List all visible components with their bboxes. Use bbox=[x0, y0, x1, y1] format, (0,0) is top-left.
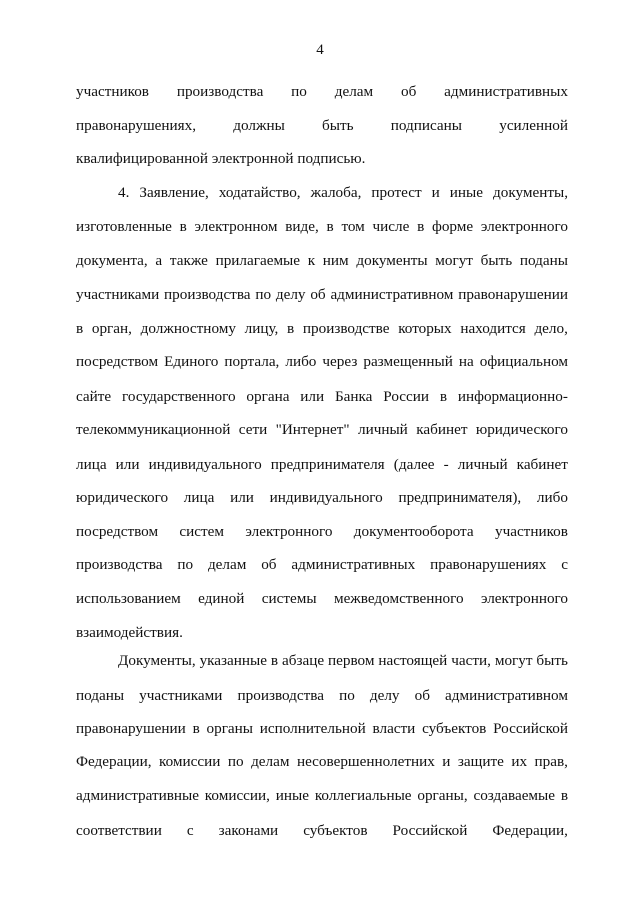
word: в bbox=[560, 787, 568, 804]
text-line bbox=[76, 753, 568, 771]
word: через bbox=[322, 353, 358, 370]
word: прилагаемые bbox=[215, 252, 300, 269]
word: органы, bbox=[417, 787, 468, 804]
word: по bbox=[177, 556, 194, 573]
word: юридического bbox=[475, 421, 568, 438]
word: субъектов bbox=[303, 822, 368, 839]
word: Заявление, bbox=[139, 184, 209, 201]
word: жалоба, bbox=[310, 184, 362, 201]
word: соответствии bbox=[76, 822, 162, 839]
text-line bbox=[76, 218, 568, 236]
word: могут bbox=[494, 652, 533, 669]
text-line bbox=[76, 388, 568, 406]
word: Федерации, bbox=[76, 753, 152, 770]
word: прав, bbox=[534, 753, 568, 770]
word: посредством bbox=[76, 523, 159, 540]
word: числе bbox=[372, 218, 410, 235]
word: в bbox=[287, 320, 295, 337]
word: по bbox=[227, 753, 244, 770]
word: ходатайство, bbox=[218, 184, 301, 201]
word: административные bbox=[76, 787, 199, 804]
word: (далее bbox=[393, 456, 435, 473]
text-line bbox=[76, 353, 568, 371]
word: портала, bbox=[224, 353, 280, 370]
text-line bbox=[76, 787, 568, 805]
word: абзаце bbox=[282, 652, 325, 669]
word: делам bbox=[334, 83, 374, 100]
word: электронного bbox=[480, 590, 568, 607]
word: информационно- bbox=[457, 388, 568, 405]
word: производстве bbox=[302, 320, 390, 337]
word: настоящей bbox=[378, 652, 448, 669]
word: на bbox=[458, 353, 474, 370]
word: защите bbox=[457, 753, 504, 770]
text-line bbox=[118, 652, 568, 670]
word: правонарушении bbox=[458, 286, 568, 303]
word: - bbox=[443, 456, 449, 473]
word: в bbox=[192, 720, 200, 737]
word: комиссии, bbox=[204, 787, 270, 804]
word: или bbox=[230, 489, 254, 506]
word: предпринимателя), bbox=[398, 489, 522, 506]
word: делам bbox=[251, 753, 290, 770]
word: участниками bbox=[139, 687, 223, 704]
word: в bbox=[76, 320, 84, 337]
text-line bbox=[76, 320, 568, 338]
word: производства bbox=[176, 83, 264, 100]
word: по bbox=[339, 687, 355, 704]
word: административном bbox=[445, 687, 568, 704]
word: также bbox=[169, 252, 208, 269]
word: власти bbox=[372, 720, 416, 737]
word: в bbox=[179, 218, 187, 235]
text-line bbox=[76, 687, 568, 705]
word: в bbox=[326, 218, 334, 235]
text-line bbox=[76, 286, 568, 304]
word: об bbox=[414, 687, 430, 704]
word: размещенный bbox=[363, 353, 453, 370]
word: единой bbox=[198, 590, 245, 607]
word: юридического bbox=[76, 489, 169, 506]
word: посредством bbox=[76, 353, 159, 370]
word: быть bbox=[322, 117, 354, 134]
word: должностному bbox=[140, 320, 236, 337]
text-line bbox=[76, 590, 568, 608]
word: или bbox=[300, 388, 325, 405]
word: России bbox=[383, 388, 430, 405]
text-line bbox=[76, 822, 568, 840]
text-line bbox=[76, 117, 568, 135]
word: лица bbox=[183, 489, 215, 506]
word: должны bbox=[233, 117, 285, 134]
word: делу bbox=[369, 687, 400, 704]
word: Федерации, bbox=[492, 822, 568, 839]
word: либо bbox=[285, 353, 317, 370]
word: а bbox=[155, 252, 163, 269]
word: индивидуального bbox=[269, 489, 383, 506]
word: кабинет bbox=[416, 421, 468, 438]
word: создаваемые bbox=[473, 787, 555, 804]
word: их bbox=[511, 753, 528, 770]
text-line bbox=[76, 252, 568, 270]
word: могут bbox=[435, 252, 473, 269]
text-line bbox=[76, 523, 568, 541]
word: участниками bbox=[76, 286, 160, 303]
word: законами bbox=[218, 822, 279, 839]
word: с bbox=[561, 556, 568, 573]
word: правонарушении bbox=[76, 720, 186, 737]
word: участников bbox=[494, 523, 568, 540]
text-line bbox=[76, 83, 568, 101]
word: по bbox=[291, 83, 307, 100]
text-line: квалифицированной электронной подписью. bbox=[76, 150, 366, 167]
text-line bbox=[76, 489, 568, 507]
word: электронного bbox=[245, 523, 333, 540]
word: сети bbox=[238, 421, 268, 438]
word: указанные bbox=[199, 652, 267, 669]
word: быть bbox=[536, 652, 568, 669]
word: об bbox=[261, 556, 277, 573]
word: государственного bbox=[122, 388, 236, 405]
word: Единого bbox=[164, 353, 219, 370]
word: правонарушениях, bbox=[76, 117, 197, 134]
word: или bbox=[115, 456, 140, 473]
word: личный bbox=[358, 421, 408, 438]
word: либо bbox=[536, 489, 568, 506]
text-line bbox=[76, 720, 568, 738]
word: поданы bbox=[76, 687, 125, 704]
word: сайте bbox=[76, 388, 112, 405]
word: части, bbox=[451, 652, 491, 669]
word: личный bbox=[457, 456, 508, 473]
text-line bbox=[76, 421, 568, 439]
word: лицу, bbox=[244, 320, 279, 337]
word: официальном bbox=[479, 353, 568, 370]
word: по bbox=[255, 286, 272, 303]
word: комиссии bbox=[159, 753, 221, 770]
word: предпринимателя bbox=[270, 456, 385, 473]
word: электронного bbox=[480, 218, 568, 235]
word: индивидуального bbox=[148, 456, 262, 473]
word: участников bbox=[76, 83, 149, 100]
word: которых bbox=[398, 320, 452, 337]
word: электронном bbox=[194, 218, 278, 235]
word: телекоммуникационной bbox=[76, 421, 231, 438]
word: в bbox=[417, 218, 425, 235]
word: форме bbox=[432, 218, 474, 235]
word: Документы, bbox=[118, 652, 196, 669]
word: несовершеннолетних bbox=[296, 753, 435, 770]
text-line bbox=[76, 556, 568, 574]
word: документа, bbox=[76, 252, 148, 269]
word: поданы bbox=[519, 252, 568, 269]
word: и bbox=[431, 184, 440, 201]
word: делам bbox=[207, 556, 247, 573]
word: с bbox=[186, 822, 194, 839]
word: лица bbox=[76, 456, 107, 473]
word: правонарушениях bbox=[430, 556, 547, 573]
word: производства bbox=[76, 556, 163, 573]
word: в bbox=[439, 388, 448, 405]
word: Российской bbox=[392, 822, 468, 839]
word: иные bbox=[275, 787, 309, 804]
word: кабинет bbox=[516, 456, 568, 473]
word: документы bbox=[356, 252, 428, 269]
word: административных bbox=[444, 83, 568, 100]
word: органа bbox=[246, 388, 290, 405]
word: подписаны bbox=[390, 117, 462, 134]
word: производства bbox=[237, 687, 324, 704]
word: административном bbox=[330, 286, 454, 303]
word: иные bbox=[449, 184, 483, 201]
word: производства bbox=[164, 286, 251, 303]
word: исполнительной bbox=[259, 720, 366, 737]
word: "Интернет" bbox=[275, 421, 350, 438]
word: быть bbox=[480, 252, 513, 269]
word: субъектов bbox=[422, 720, 487, 737]
word: том bbox=[341, 218, 365, 235]
word: протест bbox=[371, 184, 422, 201]
word: системы bbox=[261, 590, 317, 607]
word: и bbox=[442, 753, 451, 770]
text-line: взаимодействия. bbox=[76, 624, 183, 641]
word: первом bbox=[328, 652, 375, 669]
word: коллегиальные bbox=[314, 787, 412, 804]
word: в bbox=[270, 652, 279, 669]
word: к bbox=[307, 252, 316, 269]
word: орган, bbox=[91, 320, 132, 337]
word: органы bbox=[206, 720, 254, 737]
page-number: 4 bbox=[316, 42, 324, 58]
word: об bbox=[400, 83, 417, 100]
word: усиленной bbox=[499, 117, 568, 134]
word: межведомственного bbox=[333, 590, 464, 607]
text-line bbox=[76, 456, 568, 474]
word: находится bbox=[460, 320, 526, 337]
text-line bbox=[118, 184, 568, 202]
word: документооборота bbox=[353, 523, 474, 540]
word: использованием bbox=[76, 590, 181, 607]
word: виде, bbox=[285, 218, 319, 235]
word: дело, bbox=[534, 320, 568, 337]
word: 4. bbox=[118, 184, 130, 201]
word: изготовленные bbox=[76, 218, 172, 235]
word: ним bbox=[322, 252, 349, 269]
word: делу bbox=[275, 286, 306, 303]
word: Российской bbox=[493, 720, 568, 737]
word: систем bbox=[179, 523, 225, 540]
word: административных bbox=[291, 556, 416, 573]
word: документы, bbox=[493, 184, 568, 201]
word: об bbox=[310, 286, 326, 303]
word: Банка bbox=[334, 388, 373, 405]
